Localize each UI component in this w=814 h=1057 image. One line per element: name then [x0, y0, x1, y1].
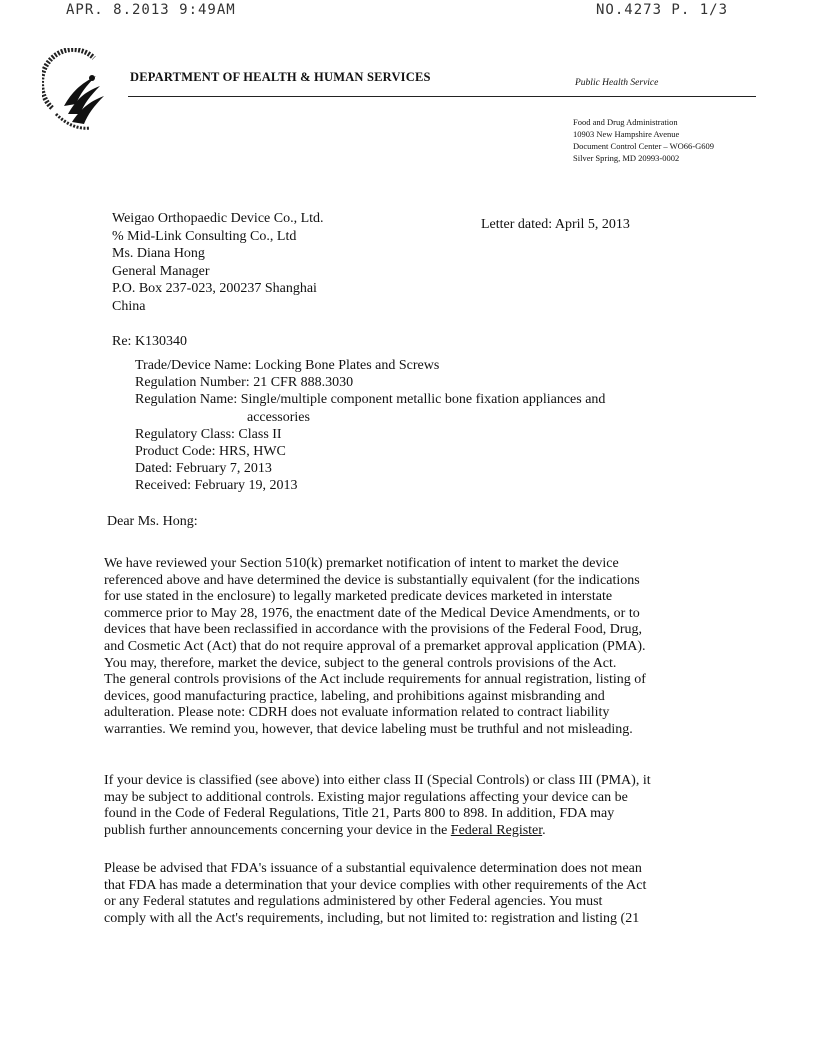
fda-address-line: Document Control Center – WO66-G609	[573, 141, 715, 151]
paragraph-line: for use stated in the enclosure) to legally marketed predicate devices marketed in interstate	[104, 589, 613, 605]
paragraph-line: found in the Code of Federal Regulations, Title 21, Parts 800 to 898. In addition, FDA may	[104, 806, 615, 822]
paragraph-text: publish further announcements concerning your device in the	[104, 822, 451, 838]
fax-timestamp: APR. 8.2013 9:49AM	[66, 2, 236, 18]
paragraph-substantial-equivalence	[104, 556, 646, 739]
paragraph-line: referenced above and have determined the device is substantially equivalent (for the indications	[104, 572, 640, 588]
hhs-eagle-seal-icon	[42, 48, 114, 132]
paragraph-line: that FDA has made a determination that your device complies with other requirements of the Act	[104, 877, 647, 893]
letter-date: Letter dated: April 5, 2013	[481, 217, 630, 232]
paragraph-line: If your device is classified (see above) into either class II (Special Controls) or class III (PMA), it	[104, 773, 651, 788]
salutation: Dear Ms. Hong:	[107, 514, 198, 529]
paragraph-text: .	[542, 822, 546, 838]
product-code: Product Code: HRS, HWC	[135, 444, 286, 460]
regulation-name-continued: accessories	[247, 409, 310, 425]
letterhead-divider	[128, 96, 756, 97]
public-health-service: Public Health Service	[575, 78, 659, 88]
paragraph-line	[104, 823, 651, 840]
device-details	[135, 357, 605, 495]
recipient-line: P.O. Box 237-023, 200237 Shanghai	[112, 281, 317, 296]
department-name: DEPARTMENT OF HEALTH & HUMAN SERVICES	[130, 70, 431, 84]
fda-address-block	[573, 116, 714, 164]
recipient-address	[112, 210, 324, 315]
regulatory-class: Regulatory Class: Class II	[135, 426, 282, 442]
paragraph-line: warranties. We remind you, however, that device labeling must be truthful and not misleading.	[104, 721, 633, 737]
regulation-name: Regulation Name: Single/multiple component metallic bone fixation appliances and	[135, 392, 606, 408]
paragraph-line: Please be advised that FDA's issuance of a substantial equivalence determination does not mean	[104, 861, 642, 876]
fda-address-line: Food and Drug Administration	[573, 117, 678, 127]
paragraph-line: comply with all the Act's requirements, including, but not limited to: registration and listing (21	[104, 910, 640, 926]
regulation-number: Regulation Number: 21 CFR 888.3030	[135, 375, 354, 391]
recipient-line: Ms. Diana Hong	[112, 246, 205, 261]
dated-line: Dated: February 7, 2013	[135, 461, 272, 477]
recipient-line: China	[112, 298, 146, 314]
paragraph-line: We have reviewed your Section 510(k) premarket notification of intent to market the device	[104, 556, 619, 571]
paragraph-advisory	[104, 861, 646, 927]
paragraph-line: The general controls provisions of the Act include requirements for annual registration, listing of	[104, 672, 646, 688]
fda-address-line: 10903 New Hampshire Avenue	[573, 129, 680, 139]
recipient-line: General Manager	[112, 263, 210, 279]
paragraph-line: may be subject to additional controls. Existing major regulations affecting your device can be	[104, 789, 628, 805]
paragraph-line: adulteration. Please note: CDRH does not evaluate information related to contract liability	[104, 705, 610, 721]
received-line: Received: February 19, 2013	[135, 478, 298, 494]
paragraph-device-class	[104, 773, 651, 839]
recipient-line: Weigao Orthopaedic Device Co., Ltd.	[112, 211, 324, 226]
paragraph-line: or any Federal statutes and regulations administered by other Federal agencies. You must	[104, 894, 603, 910]
fax-page-number: NO.4273 P. 1/3	[596, 2, 729, 18]
paragraph-line: devices that have been reclassified in accordance with the provisions of the Federal Food, Drug,	[104, 622, 643, 638]
re-line: Re: K130340	[112, 334, 188, 349]
trade-device-name: Trade/Device Name: Locking Bone Plates and Screws	[135, 358, 440, 373]
fda-address-line: Silver Spring, MD 20993-0002	[573, 153, 680, 163]
paragraph-line: and Cosmetic Act (Act) that do not require approval of a premarket approval application (PMA).	[104, 638, 646, 654]
paragraph-line: devices, good manufacturing practice, labeling, and prohibitions against misbranding and	[104, 688, 605, 704]
federal-register-reference: Federal Register	[450, 822, 543, 838]
recipient-line: % Mid-Link Consulting Co., Ltd	[112, 228, 297, 244]
paragraph-line: You may, therefore, market the device, subject to the general controls provisions of the Act.	[104, 655, 617, 671]
paragraph-line: commerce prior to May 28, 1976, the enactment date of the Medical Device Amendments, or to	[104, 605, 640, 621]
